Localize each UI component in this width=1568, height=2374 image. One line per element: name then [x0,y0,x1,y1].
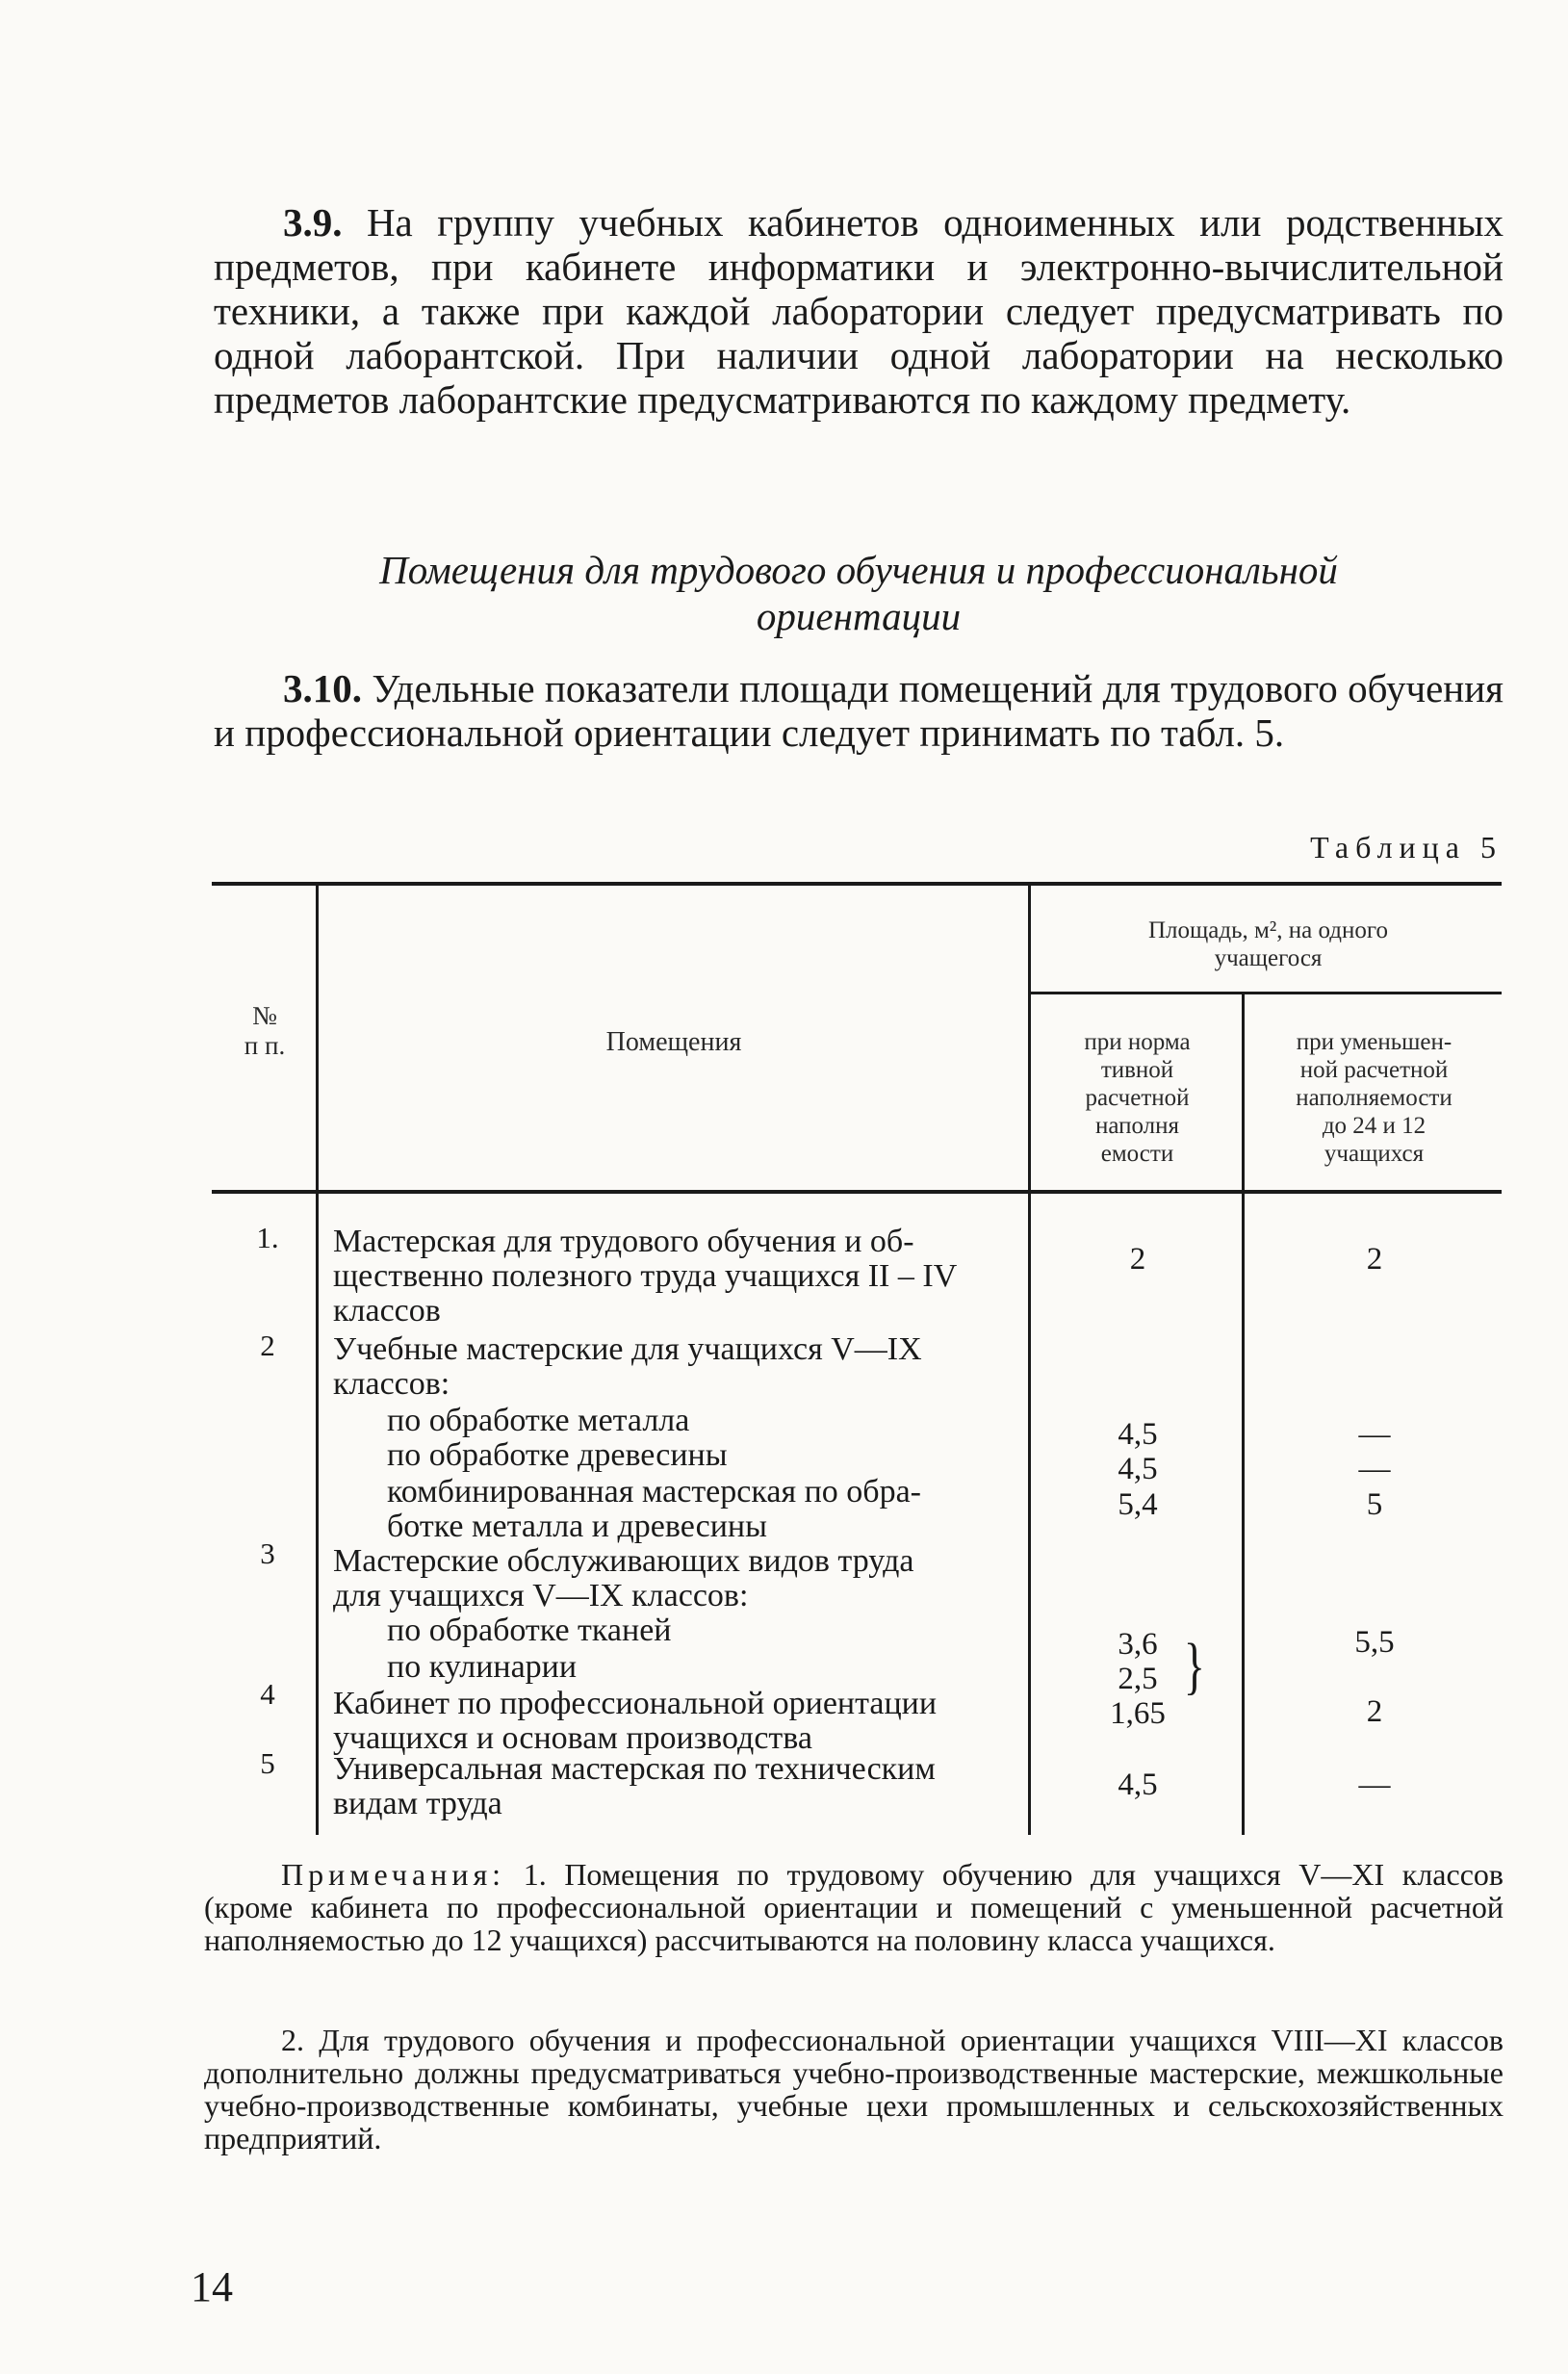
header-line: наполня [1094,1113,1180,1139]
header-line: учащихся [1324,1141,1425,1167]
row-line: Мастерская для трудового обучения и об- [333,1224,914,1259]
header-num [221,1001,308,1061]
paragraph-number: 3.9. [283,200,343,245]
header-line: ной расчетной [1299,1057,1449,1083]
header-num-line: п п. [244,1031,286,1060]
row-sub-text: по обработке тканей [387,1613,672,1648]
row-number: 1. [256,1221,279,1254]
note-2-text: 2. Для трудового обучения и профессиональной ориентации учащихся VIII—XI классов дополнительно должны предусматриваться учебно-производственные мастерские, межшкольные учебно-производственные комбинаты, учебные цехи промышленных и сельскохозяйственных предприятий. [204,2023,1504,2155]
table-top-rule [212,882,1502,886]
table-subheader-rule [1030,992,1502,994]
section-heading-line1: Помещения для трудового обучения и профессиональной [379,548,1338,592]
row-number: 2 [260,1329,275,1362]
value-reduced: — [1358,1452,1391,1486]
value-normative: 2,5 [1118,1662,1158,1696]
header-col-reduced [1247,1028,1502,1168]
value-normative: 4,5 [1118,1768,1158,1802]
table-caption: Таблица 5 [1310,830,1503,864]
section-heading [214,547,1504,639]
row-number: 4 [260,1677,275,1711]
header-line: расчетной [1085,1085,1190,1111]
value-reduced: 2 [1366,1242,1383,1277]
row-line: Универсальная мастерская по техническим [333,1751,936,1787]
row-line: видам труда [333,1786,502,1821]
value-reduced: — [1358,1417,1391,1452]
header-area-line: учащегося [1214,945,1323,971]
note-2 [204,2024,1504,2155]
row-line: классов [333,1293,441,1329]
table-col-divider-1 [316,882,319,1835]
header-line: до 24 и 12 [1322,1113,1427,1139]
row-sub-text: по обработке древесины [387,1437,728,1473]
row-line: учащихся и основам производства [333,1720,812,1756]
value-normative: 1,65 [1110,1696,1166,1731]
section-heading-line2: ориентации [756,594,962,638]
paragraph-text: На группу учебных кабинетов одноименных или родственных предметов, при кабинете информатики и электронно-вычислительной техники, а также при каждой лаборатории следует предусматривать по одной лаборантской. При наличии одной лаборатории на несколько предметов лаборантские предусматриваются по каждому предмету. [214,200,1504,422]
row-number: 3 [260,1536,275,1570]
header-line: при уменьшен- [1296,1029,1452,1055]
value-reduced: 5,5 [1354,1625,1395,1660]
header-num-line: № [252,1001,277,1030]
row-sub-text: ботке металла и древесины [387,1509,767,1544]
value-normative: 2 [1129,1242,1146,1277]
paragraph-3-9 [214,200,1504,422]
table-row-text [333,1544,1021,1613]
note-1-text: 1. Помещения по трудовому обучению для учащихся V—XI классов (кроме кабинета по профессиональной ориентации и помещений с уменьшенной расчетной наполняемостью до 12 учащихся) рассчитываются на половину класса учащихся. [204,1857,1504,1957]
notes-lead: Примечания: [281,1857,506,1892]
table-col-divider-2 [1028,882,1031,1835]
header-col-normative [1035,1028,1240,1168]
value-reduced: 5 [1366,1487,1383,1522]
table-col-divider-3 [1242,994,1245,1835]
header-room: Помещения [605,1027,742,1057]
header-line: при норма [1084,1029,1191,1055]
row-line: Учебные мастерские для учащихся V—IX [333,1331,922,1367]
table-row-text [333,1332,1021,1402]
header-area-line: Площадь, м², на одного [1147,917,1389,943]
row-sub-text: комбинированная мастерская по обра- [387,1474,922,1510]
value-normative: 4,5 [1118,1452,1158,1486]
note-1 [204,1858,1504,1956]
row-line: Мастерские обслуживающих видов труда [333,1543,914,1579]
grouping-brace: } [1183,1631,1205,1701]
value-normative: 3,6 [1118,1627,1158,1662]
paragraph-number: 3.10. [283,666,362,710]
row-number: 5 [260,1746,275,1780]
row-sub-text: по кулинарии [387,1649,578,1685]
value-reduced: — [1358,1768,1391,1802]
paragraph-3-10 [214,666,1504,755]
value-normative: 5,4 [1118,1487,1158,1522]
table-header-bottom-rule [212,1190,1502,1194]
header-line: наполняемости [1296,1085,1452,1111]
row-line: классов: [333,1366,450,1402]
header-area-group [1035,916,1502,972]
header-line: емости [1100,1141,1174,1167]
table-row-text [333,1687,1021,1756]
header-line: тивной [1100,1057,1174,1083]
row-line: щественно полезного труда учащихся II – IV [333,1258,958,1294]
table-row-text [333,1225,1021,1329]
table-row-text [333,1752,1021,1821]
value-reduced: 2 [1366,1694,1383,1729]
row-line: для учащихся V—IX классов: [333,1578,749,1613]
paragraph-text: Удельные показатели площади помещений для трудового обучения и профессиональной ориентации следует принимать по табл. 5. [214,666,1504,755]
row-line: Кабинет по профессиональной ориентации [333,1686,938,1721]
row-sub-text: по обработке металла [387,1403,690,1438]
value-normative: 4,5 [1118,1417,1158,1452]
page-number: 14 [191,2263,233,2310]
